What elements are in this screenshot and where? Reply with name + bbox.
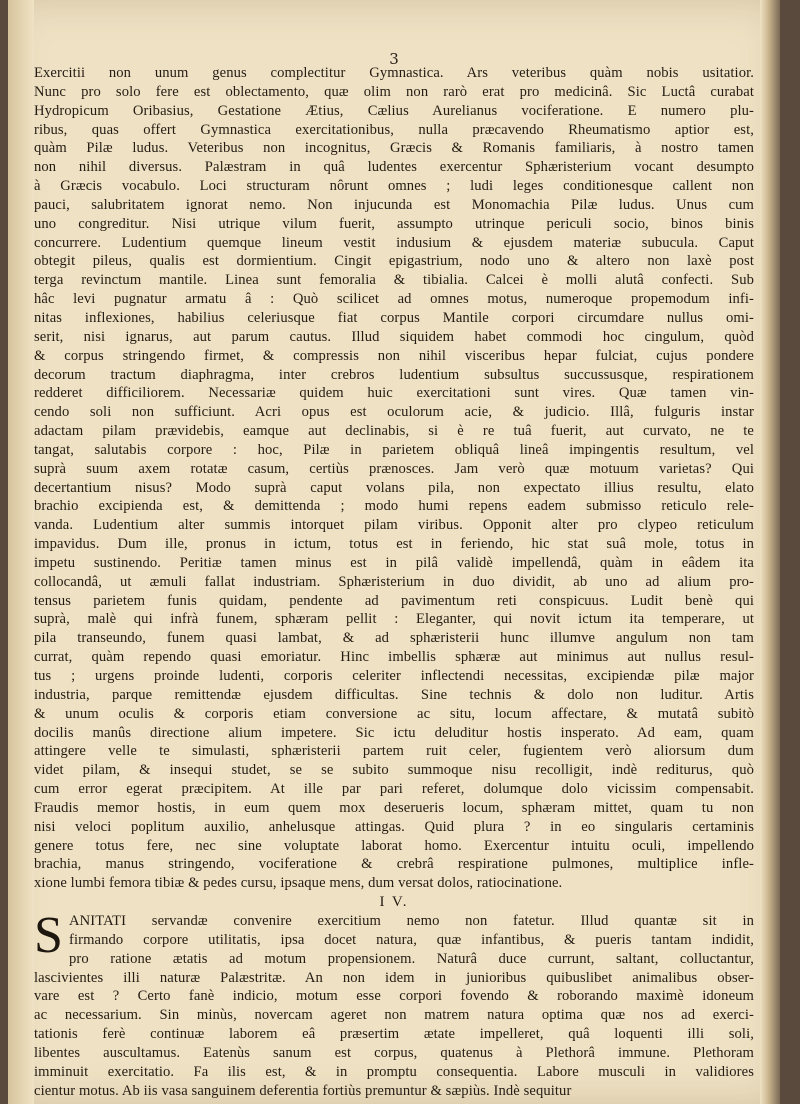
- text-line: redderet difficiliorem. Necessariæ quidem huic exercitationi sunt vires. Quæ tamen vin-: [34, 385, 754, 402]
- text-line: ANITATI servandæ convenire exercitium nemo non fatetur. Illud quantæ sit in: [69, 912, 754, 929]
- text-line: uno congreditur. Nisi utrique vilum fuerit, assumpto utrinque periculi socio, binos binis: [34, 215, 754, 232]
- drop-cap: S: [34, 906, 64, 964]
- text-line: terga revinctum mantile. Linea sunt femoralia & tibialia. Calcei è molli alutâ confecti. Sub: [34, 272, 754, 289]
- text-line: brachio excipienda est, & demittenda ; modo humi repens eadem submisso reticulo rele-: [34, 498, 754, 515]
- text-line: & unum oculis & corporis etiam conversione ac situ, locum affectare, & mutatâ subitò: [34, 705, 754, 722]
- text-line: imminuit exercitatio. Fa ilis est, & in promptu consequentia. Labore musculi in validiores: [34, 1063, 754, 1080]
- text-line: attingere velle te simulasti, sphæristerii partem ruit celer, fugientem verò aliorsum dum: [34, 743, 754, 760]
- text-line: xione lumbi femora tibiæ & pedes cursu, ipsaque mens, dum versat dolos, ratiocinatione.: [34, 875, 563, 892]
- text-line: ribus, quas offert Gymnastica exercitationibus, nulla præcavendo Rheumatismo aptior est,: [34, 121, 754, 138]
- text-line: brachia, manus stringendo, vociferatione & crebrâ respiratione pulmones, multiplice infle-: [34, 856, 754, 873]
- text-line: genere totus fere, nec sine voluptate laborat homo. Exercentur intuitu oculi, impellendo: [34, 837, 754, 854]
- text-line: Fraudis memor hostis, in eum quem mox deserueris locum, sphæram mittet, quam tu non: [34, 799, 754, 816]
- text-line: tangat, salutabis corpore : hoc, Pilæ in parietem obliquâ lineâ impingentis resultum, vel: [34, 441, 754, 458]
- text-line: & corpus stringendo firmet, & compressis non nihil visceribus hepar fulciat, cujus pondere: [34, 347, 754, 364]
- text-line: nitas inflexiones, habilius celeriusque fiat corpus Mantile corpori circumdare nullus omi-: [34, 309, 754, 326]
- text-line: hâc levi pugnatur armatu â : Quò scilicet ad omnes motus, numeroque propemodum infi-: [34, 291, 754, 308]
- text-line: impavidus. Dum ille, pronus in ictum, totus est in feriendo, hic stat suâ mole, totus in: [34, 536, 754, 553]
- text-line: decorum tractum diaphragma, inter crebros ludentium subsultus succussusque, respirationem: [34, 366, 754, 383]
- text-line: tensus parietem funis quidam, pendente ad pavimentum reti conspicuus. Ludit benè qui: [34, 592, 754, 609]
- section-iii-body: [34, 64, 754, 893]
- text-line: cientur motus. Ab iis vasa sanguinem deferentia fortiùs premuntur & sæpiùs. Indè sequitur: [34, 1082, 572, 1099]
- text-line: pila transeundo, funem quasi lambat, & ad sphæristerii hunc illumve angulum non tam: [34, 630, 754, 647]
- text-line: obtegit pileus, qualis est dormientium. Cingit epigastrium, nodo uno & altero non laxè post: [34, 253, 754, 270]
- section-heading: I V.: [379, 894, 409, 911]
- text-line: vare est ? Certo fanè indicio, motum esse corpori fovendo & roborando maximè idoneum: [34, 988, 754, 1005]
- text-line: pauci, salubritatem ignorat nemo. Non injucunda est Monomachia Pilæ ludus. Unus cum: [34, 196, 754, 213]
- text-line: tationis ferè continuæ laborem eâ præsertim ætate impelleret, quâ loquenti illi soli,: [34, 1026, 754, 1043]
- text-line: docilis manûs directione alium impetere. Sic ictu deluditur hostis insperato. Ad eam, quam: [34, 724, 754, 741]
- text-line: suprà, malè qui infrà funem, sphæram pellit : Eleganter, qui novit ictum ita temperare, ut: [34, 611, 754, 628]
- text-line: impetu sustinendo. Peritiæ tamen minus est in pilâ validè impellendâ, quàm in eâdem ita: [34, 554, 754, 571]
- page-gutter: [8, 0, 34, 1104]
- text-line: lascivientes illi naturæ Palæstritæ. An non idem in junioribus quibuslibet animalibus obser-: [34, 969, 754, 986]
- text-line: tus ; urgens proinde ludenti, corporis celeriter inflectendi necessitas, excipiendæ pilæ major: [34, 668, 754, 684]
- text-line: libentes auscultamus. Eatenùs sanum est corpus, quatenus à Plethorâ immune. Plethoram: [34, 1044, 754, 1061]
- text-line: videt pilam, & insequi studet, se se subito summoque nisu recolligit, indè rediturus, quò: [34, 762, 754, 779]
- text-line: concurrere. Ludentium quemque lineum vestit indusium & ejusdem materiæ subucula. Caput: [34, 234, 754, 251]
- text-line: Hydropicum Oribasius, Gestatione Ætius, Cælius Aurelianus vociferatione. E numero plu-: [34, 102, 754, 119]
- text-line: currat, quàm rependo quasi emoriatur. Hinc imbellis sphæræ aut minimus aut nullus resul-: [34, 649, 754, 666]
- text-line: Nunc pro solo fere est oblectamento, quæ olim non rarò erat pro medicinâ. Sic Luctâ curabat: [34, 83, 754, 100]
- text-line: pro ratione ætatis ad motum propensionem. Naturâ duce currunt, saltant, colluctantur,: [69, 950, 754, 967]
- text-line: cendo soli non sufficiunt. Acri opus est oculorum acie, & judicio. Illâ, fulguris instar: [34, 404, 754, 421]
- text-line: vanda. Ludentium alter summis intorquet pilam viribus. Opponit alter pro clypeo reticulum: [34, 517, 754, 534]
- section-iv-body: [34, 906, 754, 1100]
- page-edge: [760, 0, 780, 1104]
- text-line: suprà suum axem rotatæ casum, certiùs prænosces. Jam verò quæ motuum varietas? Qui: [34, 460, 754, 477]
- text-line: nisi veloci poplitum auxilio, anhelusque attingas. Quid plura ? in eo singularis certaminis: [34, 818, 754, 835]
- text-line: quàm Pilæ ludus. Veteribus non incognitus, Græcis & Romanis familiaris, à nostro tamen: [34, 140, 754, 157]
- book-page: [8, 0, 780, 1104]
- text-line: adactam pilam prævidebis, eamque aut declinabis, si è re tuâ fuerit, aut curvato, ne te: [34, 423, 754, 440]
- text-line: à Græcis vocabulo. Loci structuram nôrunt omnes ; ludi leges conditionesque callent non: [34, 178, 754, 195]
- text-line: firmando corpore utilitatis, ipsa docet natura, quæ infantibus, & pueris tantam indidit,: [69, 931, 754, 948]
- text-line: serit, nisi ignarus, aut parum cautus. Illud siquidem habet commodi hoc cingulum, quòd: [34, 328, 754, 345]
- text-line: cum error egerat præcipitem. At ille par pari referet, dolumque dolo vicissim compensabit.: [34, 781, 754, 798]
- text-line: ac necessarium. Sin minùs, novercam ageret non matrem natura optima quæ nos ad exerci-: [34, 1007, 754, 1024]
- page-text: [34, 64, 754, 1100]
- page-number: 3: [389, 50, 399, 68]
- text-line: non nihil diversus. Palæstram in quâ ludentes exercentur Sphæristerium vocant desumpto: [34, 159, 754, 176]
- text-line: Exercitii non unum genus complectitur Gymnastica. Ars veteribus quàm nobis usitatior.: [34, 65, 754, 81]
- text-line: collocandâ, ut æmuli fallat industriam. Sphæristerium in duo dividit, ab uno ad alium pro-: [34, 573, 754, 590]
- text-line: industria, parque remittendæ ejusdem difficultas. Sine technis & dolo non luditur. Artis: [34, 686, 754, 703]
- text-line: decertantium nisus? Modo suprà caput volans pila, non expectato illius resultu, elato: [34, 479, 754, 496]
